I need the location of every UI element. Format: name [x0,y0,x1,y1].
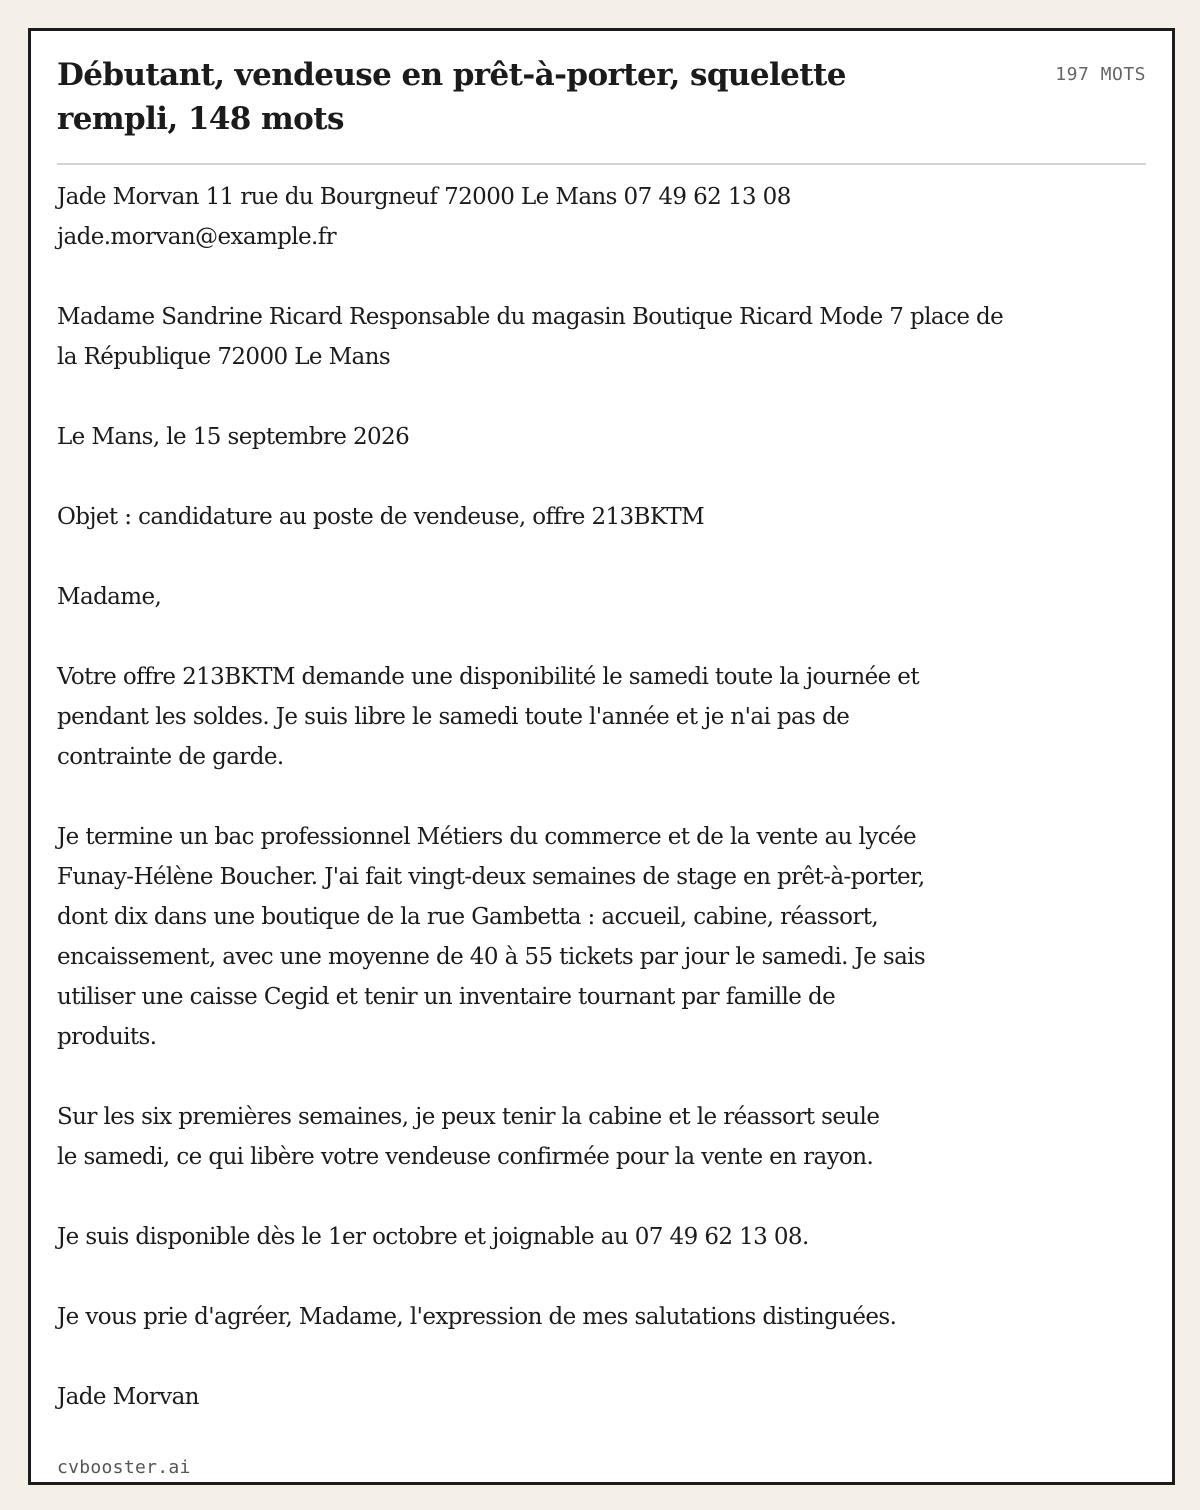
paragraph-line: Je termine un bac professionnel Métiers du commerce et de la vente au lycée [57,824,917,850]
paragraph-line: pendant les soldes. Je suis libre le samedi toute l'année et je n'ai pas de [57,704,850,730]
letter-subject [57,497,1077,537]
sender-block [57,177,1077,257]
date-line: Le Mans, le 15 septembre 2026 [57,424,410,450]
paragraph-availability [57,657,1077,777]
recipient-line: Madame Sandrine Ricard Responsable du magasin Boutique Ricard Mode 7 place de [57,304,1004,330]
paragraph-experience [57,817,1077,1057]
paragraph-line: contrainte de garde. [57,744,284,770]
letter-card [28,28,1175,1485]
paragraph-line: Votre offre 213BKTM demande une disponibilité le samedi toute la journée et [57,664,919,690]
closing-line: Je vous prie d'agréer, Madame, l'expression de mes salutations distinguées. [57,1304,897,1330]
paragraph-line: Funay-Hélène Boucher. J'ai fait vingt-deux semaines de stage en prêt-à-porter, [57,864,925,890]
paragraph-line: encaissement, avec une moyenne de 40 à 55 tickets par jour le samedi. Je sais [57,944,926,970]
letter-closing [57,1297,1077,1337]
paragraph-line: Je suis disponible dès le 1er octobre et joignable au 07 49 62 13 08. [57,1224,809,1250]
paragraph-line: utiliser une caisse Cegid et tenir un inventaire tournant par famille de [57,984,836,1010]
paragraph-line: dont dix dans une boutique de la rue Gambetta : accueil, cabine, réassort, [57,904,879,930]
letter-signature [57,1377,1077,1417]
word-count-badge: 197 MOTS [1055,64,1146,85]
letter-salutation [57,577,1077,617]
subject-line: Objet : candidature au poste de vendeuse, offre 213BKTM [57,504,705,530]
signature-line: Jade Morvan [57,1384,199,1410]
salutation-line: Madame, [57,584,162,610]
document-header [57,53,1146,165]
sender-line: Jade Morvan 11 rue du Bourgneuf 72000 Le Mans 07 49 62 13 08 [57,184,791,210]
recipient-block [57,297,1077,377]
paragraph-line: le samedi, ce qui libère votre vendeuse confirmée pour la vente en rayon. [57,1144,874,1170]
paragraph-line: produits. [57,1024,157,1050]
paragraph-proposal [57,1097,1077,1177]
sender-line: jade.morvan@example.fr [57,224,337,250]
paragraph-contact [57,1217,1077,1257]
document-title: Débutant, vendeuse en prêt-à-porter, squelette rempli, 148 mots [57,57,846,137]
letter-date [57,417,1077,457]
recipient-line: la République 72000 Le Mans [57,344,391,370]
paragraph-line: Sur les six premières semaines, je peux tenir la cabine et le réassort seule [57,1104,880,1130]
letter-body [57,177,1077,1417]
footer-brand: cvbooster.ai [57,1457,191,1478]
